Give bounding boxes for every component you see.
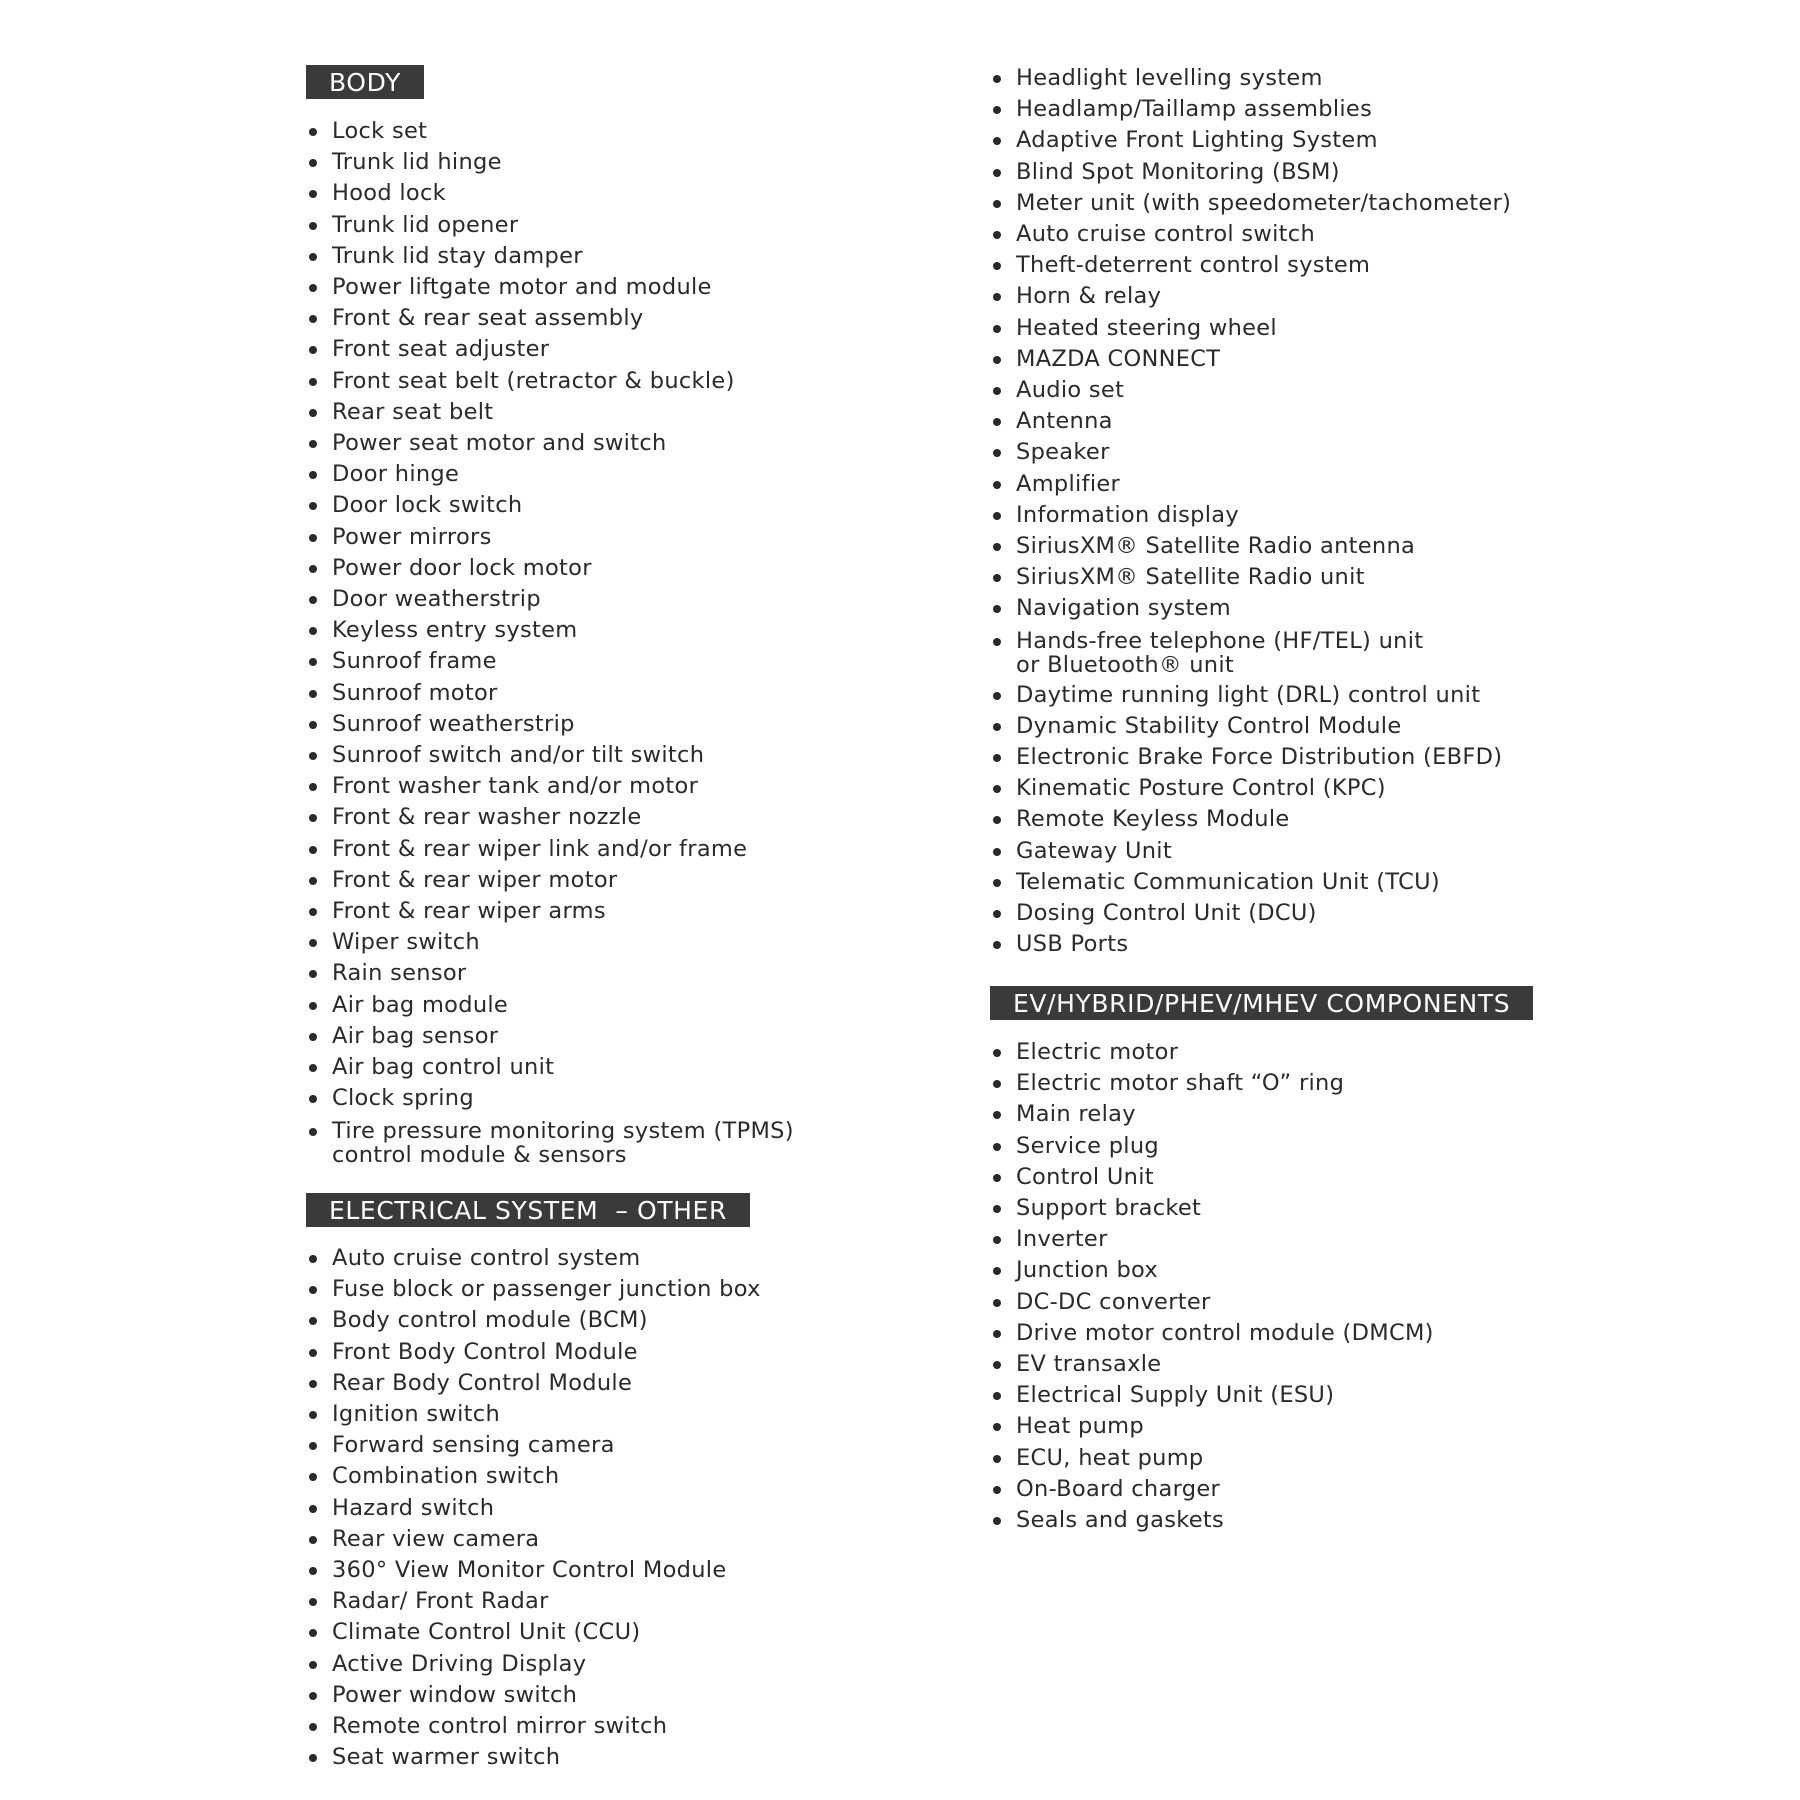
list-item xyxy=(990,250,1511,281)
list-item xyxy=(990,836,1511,867)
bullet-icon xyxy=(309,1095,317,1103)
bullet-icon xyxy=(309,970,317,978)
bullet-icon xyxy=(309,346,317,354)
bullet-icon xyxy=(993,75,1001,83)
bullet-icon xyxy=(993,1174,1001,1182)
list-item-text: Heat pump xyxy=(1016,1413,1144,1440)
list-item xyxy=(306,116,794,147)
list-item-text: ECU, heat pump xyxy=(1016,1444,1204,1471)
bullet-icon xyxy=(993,418,1001,426)
bullet-icon xyxy=(309,1411,317,1419)
list-item xyxy=(306,1493,761,1524)
list-item-text: Combination switch xyxy=(332,1463,560,1490)
list-item xyxy=(990,281,1511,312)
bullet-icon xyxy=(993,638,1001,646)
electrical-list xyxy=(306,1243,761,1773)
list-item-text: Body control module (BCM) xyxy=(332,1307,648,1334)
bullet-icon xyxy=(993,293,1001,301)
list-item xyxy=(990,188,1511,219)
list-item-text: Lock set xyxy=(332,118,428,144)
list-item-text: Trunk lid stay damper xyxy=(332,242,583,269)
bullet-icon xyxy=(993,692,1001,700)
list-item-text: EV transaxle xyxy=(1016,1351,1162,1378)
bullet-icon xyxy=(309,627,317,635)
bullet-icon xyxy=(309,1473,317,1481)
list-item xyxy=(990,1474,1434,1505)
list-item-text: Drive motor control module (DMCM) xyxy=(1016,1319,1434,1346)
list-item-text: Ignition switch xyxy=(332,1401,501,1428)
list-item-text: Telematic Communication Unit (TCU) xyxy=(1016,868,1440,895)
bullet-icon xyxy=(309,1629,317,1637)
bullet-icon xyxy=(309,1692,317,1700)
list-item-text: Sunroof weatherstrip xyxy=(332,710,575,737)
list-item xyxy=(990,313,1511,344)
list-item xyxy=(306,178,794,209)
list-item-text: Front washer tank and/or motor xyxy=(332,773,699,800)
list-item-text: Sunroof frame xyxy=(332,648,497,675)
bullet-icon xyxy=(993,106,1001,114)
list-item xyxy=(306,802,794,833)
bullet-icon xyxy=(309,658,317,666)
list-item-text: USB Ports xyxy=(1016,931,1129,958)
list-item xyxy=(306,366,794,397)
list-item xyxy=(306,1430,761,1461)
list-item xyxy=(306,1461,761,1492)
list-item xyxy=(306,334,794,365)
list-item-text: Daytime running light (DRL) control unit xyxy=(1016,681,1481,708)
bullet-icon xyxy=(993,785,1001,793)
list-item-text: Trunk lid hinge xyxy=(332,149,502,176)
list-item-text: Rain sensor xyxy=(332,960,467,987)
bullet-icon xyxy=(993,1049,1001,1057)
bullet-icon xyxy=(993,1392,1001,1400)
list-item-text: Blind Spot Monitoring (BSM) xyxy=(1016,158,1340,185)
list-item xyxy=(306,678,794,709)
list-item xyxy=(306,210,794,241)
list-item-text: Inverter xyxy=(1016,1226,1108,1253)
list-item xyxy=(306,1617,761,1648)
list-item xyxy=(990,125,1511,156)
bullet-icon xyxy=(993,723,1001,731)
list-item xyxy=(990,711,1511,742)
bullet-icon xyxy=(993,574,1001,582)
list-item xyxy=(990,898,1511,929)
list-item-text: Air bag sensor xyxy=(332,1022,499,1049)
list-item xyxy=(306,1083,794,1114)
bullet-icon xyxy=(309,315,317,323)
list-item xyxy=(306,1305,761,1336)
list-item-text: Kinematic Posture Control (KPC) xyxy=(1016,775,1386,802)
list-item-text: Heated steering wheel xyxy=(1016,314,1277,341)
bullet-icon xyxy=(309,128,317,136)
list-item-text: Rear Body Control Module xyxy=(332,1369,633,1396)
list-item-text: Information display xyxy=(1016,501,1239,528)
bullet-icon xyxy=(993,1486,1001,1494)
bullet-icon xyxy=(993,848,1001,856)
bullet-icon xyxy=(993,169,1001,177)
bullet-icon xyxy=(309,1723,317,1731)
list-item xyxy=(306,709,794,740)
list-item-text: Service plug xyxy=(1016,1132,1159,1159)
bullet-icon xyxy=(993,449,1001,457)
bullet-icon xyxy=(309,409,317,417)
list-item xyxy=(990,1411,1434,1442)
list-item-text: Door lock switch xyxy=(332,492,523,519)
bullet-icon xyxy=(993,1143,1001,1151)
bullet-icon xyxy=(309,502,317,510)
list-item xyxy=(990,562,1511,593)
bullet-icon xyxy=(309,253,317,261)
bullet-icon xyxy=(309,1349,317,1357)
bullet-icon xyxy=(309,690,317,698)
list-item xyxy=(306,1274,761,1305)
bullet-icon xyxy=(993,543,1001,551)
bullet-icon xyxy=(993,200,1001,208)
list-item-text: Antenna xyxy=(1016,408,1113,435)
list-item-text: Main relay xyxy=(1016,1101,1136,1128)
list-item-text: Gateway Unit xyxy=(1016,837,1172,864)
list-item-text: SiriusXM® Satellite Radio antenna xyxy=(1016,533,1416,560)
list-item-text: Power mirrors xyxy=(332,523,492,550)
ev-list xyxy=(990,1037,1434,1536)
list-item xyxy=(990,1068,1434,1099)
bullet-icon xyxy=(309,939,317,947)
list-item xyxy=(990,63,1511,94)
list-item-text: Forward sensing camera xyxy=(332,1432,615,1459)
list-item-text: Rear view camera xyxy=(332,1525,540,1552)
bullet-icon xyxy=(309,1505,317,1513)
list-item xyxy=(990,1162,1434,1193)
list-item xyxy=(306,834,794,865)
list-item-text: Horn & relay xyxy=(1016,283,1162,310)
bullet-icon xyxy=(309,1442,317,1450)
bullet-icon xyxy=(309,877,317,885)
bullet-icon xyxy=(309,1317,317,1325)
list-item xyxy=(306,1115,794,1170)
list-item xyxy=(990,1287,1434,1318)
list-item-text: On-Board charger xyxy=(1016,1475,1221,1502)
list-item xyxy=(306,1052,794,1083)
bullet-icon xyxy=(993,1205,1001,1213)
list-item-text: Auto cruise control system xyxy=(332,1245,641,1271)
list-item-text: Control Unit xyxy=(1016,1163,1154,1190)
list-item-text: Front & rear wiper link and/or frame xyxy=(332,835,748,862)
bullet-icon xyxy=(993,387,1001,395)
list-item xyxy=(990,1505,1434,1536)
list-item xyxy=(306,865,794,896)
list-item-text: Hood lock xyxy=(332,180,447,207)
bullet-icon xyxy=(993,1236,1001,1244)
bullet-icon xyxy=(993,1267,1001,1275)
list-item-text: Electrical Supply Unit (ESU) xyxy=(1016,1382,1335,1409)
list-item xyxy=(990,94,1511,125)
list-item-text: Hands-free telephone (HF/TEL) unit xyxy=(1016,627,1424,654)
bullet-icon xyxy=(309,1567,317,1575)
list-item xyxy=(306,896,794,927)
list-item xyxy=(306,990,794,1021)
list-item xyxy=(306,1711,761,1742)
list-item-text: Front & rear wiper motor xyxy=(332,866,618,893)
section-header-electrical: ELECTRICAL SYSTEM – OTHER xyxy=(306,1193,750,1227)
bullet-icon xyxy=(993,879,1001,887)
list-item-text: Air bag module xyxy=(332,991,509,1018)
list-item-text: Remote control mirror switch xyxy=(332,1713,668,1740)
list-item xyxy=(990,804,1511,835)
list-item xyxy=(306,958,794,989)
list-item-text: Front & rear seat assembly xyxy=(332,305,644,332)
list-item xyxy=(990,1318,1434,1349)
list-item-text: Power door lock motor xyxy=(332,554,592,581)
list-item-text: Electric motor shaft “O” ring xyxy=(1016,1070,1345,1097)
list-item xyxy=(990,437,1511,468)
list-item xyxy=(990,1037,1434,1068)
bullet-icon xyxy=(309,1033,317,1041)
section-header-body: BODY xyxy=(306,65,424,99)
list-item-text: Sunroof motor xyxy=(332,679,498,706)
list-item-text: Door hinge xyxy=(332,461,460,488)
list-item xyxy=(306,1742,761,1773)
list-item xyxy=(990,344,1511,375)
list-item xyxy=(306,459,794,490)
list-item xyxy=(306,584,794,615)
list-item-text: Power liftgate motor and module xyxy=(332,274,712,301)
list-item xyxy=(306,1680,761,1711)
list-item xyxy=(306,522,794,553)
list-item xyxy=(306,553,794,584)
list-item-text: Front & rear wiper arms xyxy=(332,898,606,925)
list-item xyxy=(306,1524,761,1555)
bullet-icon xyxy=(993,910,1001,918)
list-item-text: Seat warmer switch xyxy=(332,1744,561,1771)
bullet-icon xyxy=(309,378,317,386)
list-item-text: Active Driving Display xyxy=(332,1650,587,1677)
list-item-text-continued: or Bluetooth® unit xyxy=(1016,651,1235,678)
list-item-text: Front Body Control Module xyxy=(332,1338,638,1365)
list-item-text: Clock spring xyxy=(332,1085,474,1112)
list-item xyxy=(306,1368,761,1399)
list-item xyxy=(306,490,794,521)
list-item-text: Electric motor xyxy=(1016,1039,1179,1065)
list-item-text: Remote Keyless Module xyxy=(1016,806,1290,833)
bullet-icon xyxy=(993,816,1001,824)
list-item xyxy=(306,272,794,303)
list-item-text: Front & rear washer nozzle xyxy=(332,804,642,831)
bullet-icon xyxy=(993,1455,1001,1463)
bullet-icon xyxy=(993,1111,1001,1119)
list-item-text: Radar/ Front Radar xyxy=(332,1588,549,1615)
list-item xyxy=(990,680,1511,711)
list-item-text: Audio set xyxy=(1016,377,1125,404)
bullet-icon xyxy=(309,721,317,729)
list-item-text: Climate Control Unit (CCU) xyxy=(332,1619,641,1646)
list-item xyxy=(990,625,1511,680)
bullet-icon xyxy=(309,534,317,542)
list-item-text: Headlamp/Taillamp assemblies xyxy=(1016,96,1373,123)
bullet-icon xyxy=(309,222,317,230)
list-item-text: Wiper switch xyxy=(332,929,480,956)
bullet-icon xyxy=(309,565,317,573)
list-item xyxy=(990,593,1511,624)
list-item-text: Dosing Control Unit (DCU) xyxy=(1016,900,1317,927)
bullet-icon xyxy=(309,752,317,760)
list-item xyxy=(306,428,794,459)
list-item xyxy=(990,1224,1434,1255)
bullet-icon xyxy=(309,471,317,479)
list-item xyxy=(306,615,794,646)
list-item xyxy=(990,219,1511,250)
list-item xyxy=(306,771,794,802)
list-item xyxy=(306,1649,761,1680)
bullet-icon xyxy=(993,1361,1001,1369)
list-item xyxy=(990,375,1511,406)
list-item xyxy=(990,1255,1434,1286)
list-item xyxy=(306,303,794,334)
bullet-icon xyxy=(309,1064,317,1072)
list-item-text: Fuse block or passenger junction box xyxy=(332,1276,761,1303)
section-header-ev: EV/HYBRID/PHEV/MHEV COMPONENTS xyxy=(990,986,1533,1020)
bullet-icon xyxy=(309,1754,317,1762)
list-item xyxy=(990,157,1511,188)
bullet-icon xyxy=(993,941,1001,949)
electrical-continued-list xyxy=(990,63,1511,960)
list-item-text: Junction box xyxy=(1016,1257,1159,1284)
bullet-icon xyxy=(993,231,1001,239)
bullet-icon xyxy=(993,325,1001,333)
list-item xyxy=(990,1443,1434,1474)
list-item xyxy=(990,1349,1434,1380)
list-item xyxy=(990,929,1511,960)
list-item xyxy=(990,1380,1434,1411)
list-item xyxy=(990,742,1511,773)
bullet-icon xyxy=(309,159,317,167)
bullet-icon xyxy=(309,1380,317,1388)
list-item-text: Tire pressure monitoring system (TPMS) xyxy=(332,1117,794,1144)
list-item-text: Electronic Brake Force Distribution (EBFD) xyxy=(1016,744,1503,771)
list-item-text: Navigation system xyxy=(1016,595,1231,622)
bullet-icon xyxy=(309,190,317,198)
list-item xyxy=(306,147,794,178)
bullet-icon xyxy=(309,783,317,791)
list-item-text: Power seat motor and switch xyxy=(332,430,667,457)
bullet-icon xyxy=(993,481,1001,489)
list-item-text: 360° View Monitor Control Module xyxy=(332,1557,727,1584)
bullet-icon xyxy=(309,1536,317,1544)
bullet-icon xyxy=(993,1330,1001,1338)
bullet-icon xyxy=(309,1598,317,1606)
list-item xyxy=(990,531,1511,562)
list-item xyxy=(990,1131,1434,1162)
list-item xyxy=(306,397,794,428)
list-item xyxy=(306,646,794,677)
list-item xyxy=(306,241,794,272)
list-item-text: Speaker xyxy=(1016,439,1110,466)
bullet-icon xyxy=(993,754,1001,762)
list-item xyxy=(990,1099,1434,1130)
bullet-icon xyxy=(309,846,317,854)
list-item xyxy=(990,867,1511,898)
list-item-text: Adaptive Front Lighting System xyxy=(1016,127,1378,154)
list-item xyxy=(306,740,794,771)
bullet-icon xyxy=(309,596,317,604)
list-item-text: Trunk lid opener xyxy=(332,211,519,238)
list-item-text: Front seat adjuster xyxy=(332,336,550,363)
bullet-icon xyxy=(993,137,1001,145)
bullet-icon xyxy=(309,1255,317,1263)
list-item xyxy=(306,1021,794,1052)
list-item xyxy=(990,773,1511,804)
list-item xyxy=(306,1586,761,1617)
list-item-text: SiriusXM® Satellite Radio unit xyxy=(1016,564,1365,591)
bullet-icon xyxy=(309,1286,317,1294)
bullet-icon xyxy=(993,262,1001,270)
list-item xyxy=(990,406,1511,437)
list-item xyxy=(306,1399,761,1430)
list-item-text: MAZDA CONNECT xyxy=(1016,345,1221,372)
list-item-text: Theft-deterrent control system xyxy=(1016,252,1371,279)
bullet-icon xyxy=(993,605,1001,613)
list-item xyxy=(306,1337,761,1368)
bullet-icon xyxy=(309,814,317,822)
list-item-text: Headlight levelling system xyxy=(1016,65,1323,91)
list-item xyxy=(990,500,1511,531)
bullet-icon xyxy=(993,512,1001,520)
list-item-text: Amplifier xyxy=(1016,470,1121,497)
bullet-icon xyxy=(993,1080,1001,1088)
body-list xyxy=(306,116,794,1170)
list-item-text-continued: control module & sensors xyxy=(332,1141,627,1168)
list-item-text: Auto cruise control switch xyxy=(1016,221,1316,248)
bullet-icon xyxy=(993,1299,1001,1307)
bullet-icon xyxy=(309,1661,317,1669)
list-item-text: Seals and gaskets xyxy=(1016,1507,1225,1534)
list-item-text: Rear seat belt xyxy=(332,398,494,425)
list-item-text: Meter unit (with speedometer/tachometer) xyxy=(1016,189,1512,216)
list-item-text: DC-DC converter xyxy=(1016,1288,1211,1315)
bullet-icon xyxy=(993,1517,1001,1525)
list-item-text: Dynamic Stability Control Module xyxy=(1016,712,1402,739)
list-item xyxy=(306,927,794,958)
bullet-icon xyxy=(309,284,317,292)
list-item xyxy=(990,469,1511,500)
bullet-icon xyxy=(993,356,1001,364)
list-item-text: Support bracket xyxy=(1016,1195,1202,1222)
list-item-text: Sunroof switch and/or tilt switch xyxy=(332,742,705,769)
list-item-text: Front seat belt (retractor & buckle) xyxy=(332,367,735,394)
bullet-icon xyxy=(309,440,317,448)
list-item xyxy=(306,1555,761,1586)
list-item xyxy=(306,1243,761,1274)
bullet-icon xyxy=(993,1423,1001,1431)
list-item-text: Keyless entry system xyxy=(332,617,578,644)
list-item xyxy=(990,1193,1434,1224)
bullet-icon xyxy=(309,908,317,916)
list-item-text: Door weatherstrip xyxy=(332,586,541,613)
bullet-icon xyxy=(309,1128,317,1136)
list-item-text: Air bag control unit xyxy=(332,1054,555,1081)
list-item-text: Hazard switch xyxy=(332,1494,495,1521)
bullet-icon xyxy=(309,1002,317,1010)
list-item-text: Power window switch xyxy=(332,1681,578,1708)
